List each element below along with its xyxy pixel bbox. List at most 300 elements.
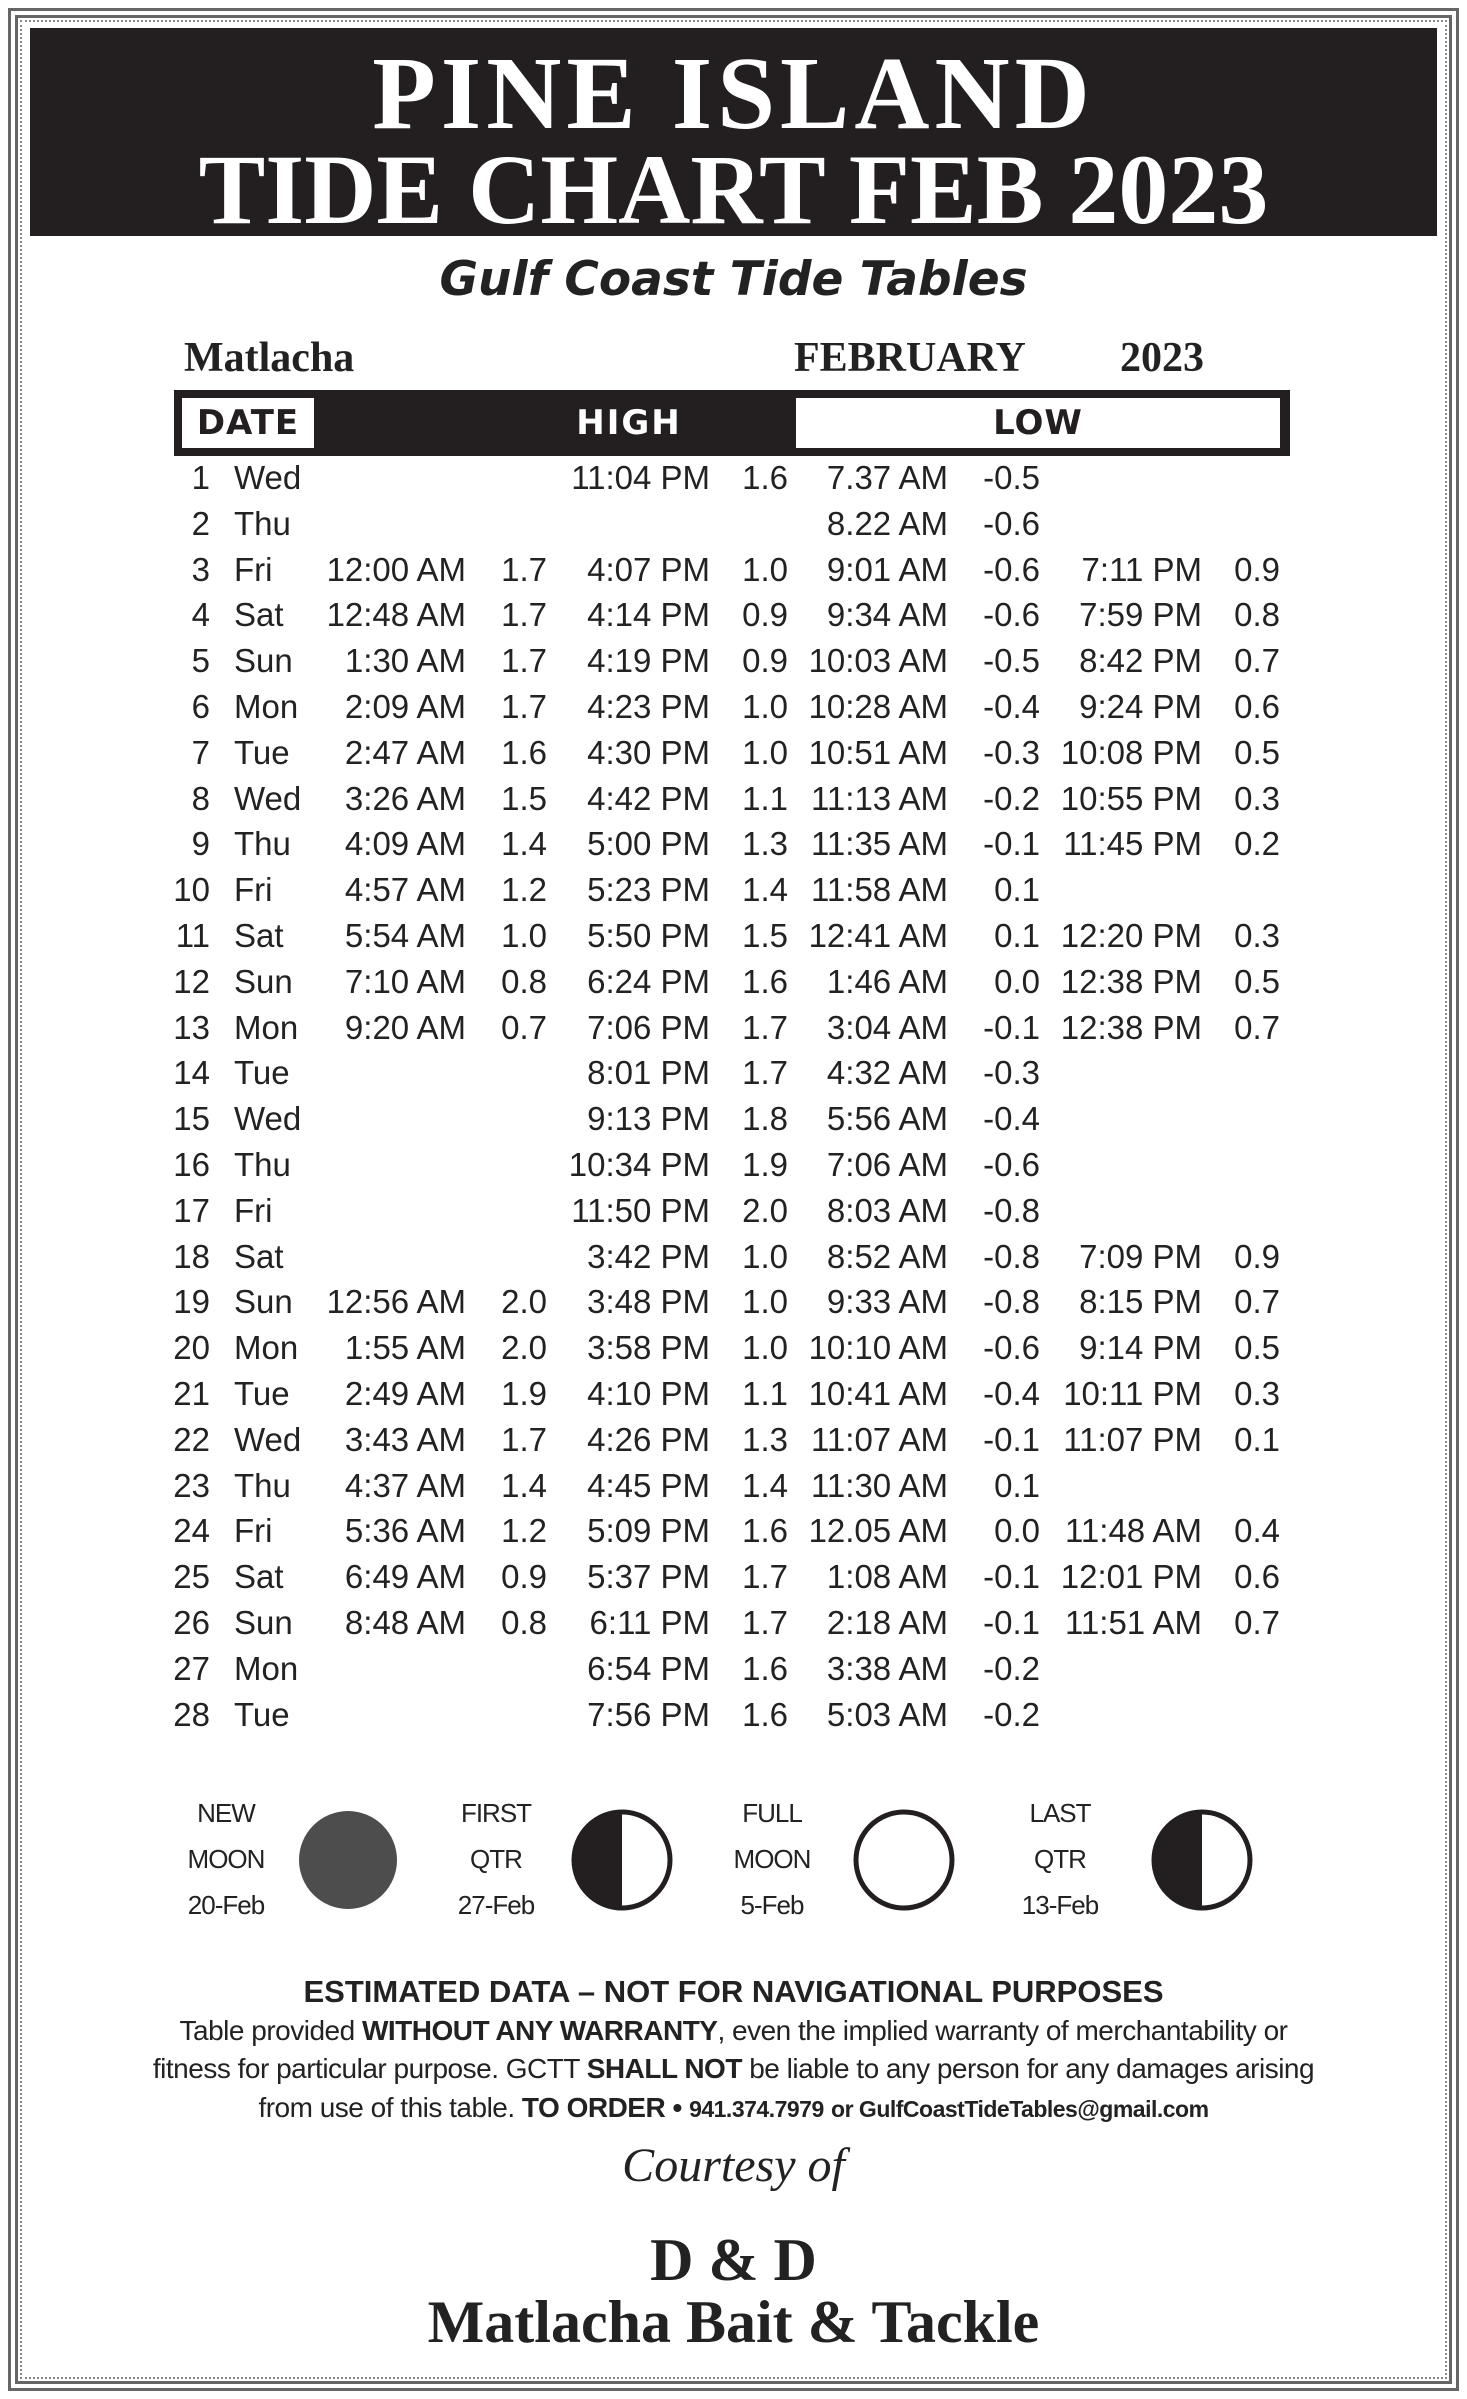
high-1-height: 1.7: [501, 687, 547, 725]
high-2-time: 5:00 PM: [587, 825, 710, 863]
low-1-height: 0.1: [994, 871, 1040, 909]
weekday: Sat: [234, 916, 284, 954]
high-2-height: 1.4: [742, 871, 788, 909]
low-2-time: 11:51 AM: [1065, 1603, 1202, 1641]
table-row: [0, 1188, 1467, 1234]
low-2-height: 0.3: [1234, 916, 1280, 954]
low-2-height: 0.4: [1234, 1512, 1280, 1550]
day-number: 5: [191, 642, 210, 680]
weekday: Sun: [234, 1603, 293, 1641]
table-row: [0, 638, 1467, 684]
high-2-height: 1.8: [742, 1100, 788, 1138]
month-name: FEBRUARY: [794, 335, 1026, 381]
high-1-height: 1.5: [501, 779, 547, 817]
table-row: [0, 1554, 1467, 1600]
order-label: TO ORDER •: [521, 2092, 682, 2123]
table-row: [0, 1371, 1467, 1417]
high-2-time: 4:23 PM: [587, 687, 710, 725]
low-2-time: 12:38 PM: [1060, 962, 1202, 1000]
low-1-time: 10:41 AM: [808, 1374, 948, 1412]
low-1-time: 5:56 AM: [826, 1100, 948, 1138]
low-2-time: 12:20 PM: [1060, 916, 1202, 954]
low-2-height: 0.5: [1234, 1329, 1280, 1367]
high-1-time: 2:49 AM: [344, 1374, 466, 1412]
high-2-time: 11:04 PM: [571, 459, 710, 496]
low-2-height: 0.9: [1234, 1237, 1280, 1275]
high-2-height: 1.0: [742, 687, 788, 725]
moon-phases: [0, 1790, 1467, 1930]
low-1-time: 12:41 AM: [808, 916, 948, 954]
high-1-height: 0.9: [501, 1558, 547, 1596]
high-1-time: 12:56 AM: [326, 1283, 466, 1321]
table-header: [174, 390, 1290, 456]
high-2-time: 4:19 PM: [587, 642, 710, 680]
low-2-time: 7:11 PM: [1081, 550, 1202, 588]
high-1-time: 12:48 AM: [326, 596, 466, 634]
table-row: [0, 501, 1467, 547]
high-2-time: 4:26 PM: [587, 1420, 710, 1458]
day-number: 21: [173, 1374, 210, 1412]
table-row: [0, 730, 1467, 776]
day-number: 14: [173, 1054, 210, 1092]
table-row: [0, 1600, 1467, 1646]
high-1-height: 0.7: [501, 1008, 547, 1046]
high-2-height: 1.7: [742, 1054, 788, 1092]
high-1-height: 0.8: [501, 1603, 547, 1641]
order-phone: 941.374.7979: [689, 2096, 824, 2122]
low-1-height: -0.2: [983, 1695, 1040, 1733]
high-2-height: 1.6: [742, 1649, 788, 1687]
table-row: [0, 1096, 1467, 1142]
high-1-height: 1.2: [501, 871, 547, 909]
high-2-time: 5:23 PM: [587, 871, 710, 909]
high-1-height: 2.0: [501, 1283, 547, 1321]
low-1-time: 11:35 AM: [811, 825, 948, 863]
low-2-time: 9:14 PM: [1079, 1329, 1202, 1367]
low-1-height: -0.6: [983, 1329, 1040, 1367]
day-number: 23: [173, 1466, 210, 1504]
disclaimer-line-2: Table provided WITHOUT ANY WARRANTY, even the implied warranty of merchantability or: [179, 2015, 1288, 2046]
moon-new-icon: [296, 1808, 400, 1912]
high-2-height: 1.7: [742, 1008, 788, 1046]
low-1-time: 10:03 AM: [808, 642, 948, 680]
sponsor-name-line-2: Matlacha Bait & Tackle: [427, 2289, 1040, 2355]
high-2-height: 1.1: [742, 779, 788, 817]
table-row: [0, 867, 1467, 913]
low-2-time: 12:01 PM: [1060, 1558, 1202, 1596]
location-name: Matlacha: [184, 335, 355, 381]
low-2-height: 0.3: [1234, 1374, 1280, 1412]
high-1-time: 12:00 AM: [326, 550, 466, 588]
low-1-time: 10:10 AM: [808, 1329, 948, 1367]
high-1-height: 1.9: [501, 1374, 547, 1412]
low-1-time: 8.22 AM: [826, 504, 948, 542]
low-1-time: 12.05 AM: [808, 1512, 948, 1550]
low-1-time: 11:30 AM: [811, 1466, 948, 1504]
weekday: Wed: [234, 1420, 302, 1458]
low-1-height: -0.4: [983, 687, 1040, 725]
high-2-height: 1.6: [742, 459, 788, 496]
high-2-time: 5:37 PM: [587, 1558, 710, 1596]
table-row: [0, 1050, 1467, 1096]
courtesy-label: Courtesy of: [622, 2139, 845, 2192]
column-header-date: DATE: [182, 398, 314, 448]
weekday: Sun: [234, 1283, 293, 1321]
low-2-height: 0.7: [1234, 1283, 1280, 1321]
day-number: 22: [173, 1420, 210, 1458]
disclaimer-heading: ESTIMATED DATA – NOT FOR NAVIGATIONAL PURPOSES: [303, 1974, 1164, 2009]
low-1-height: -0.8: [983, 1237, 1040, 1275]
weekday: Tue: [234, 1695, 290, 1733]
title-banner: [30, 28, 1437, 245]
weekday: Sat: [234, 1558, 284, 1596]
weekday: Thu: [234, 1466, 291, 1504]
table-row: [0, 1463, 1467, 1509]
low-2-height: 0.5: [1234, 962, 1280, 1000]
low-1-height: -0.1: [983, 825, 1040, 863]
moon-full-label: FULL MOON 5-Feb: [733, 1798, 811, 1920]
weekday: Mon: [234, 687, 299, 725]
weekday: Thu: [234, 504, 291, 542]
high-2-time: 7:06 PM: [587, 1008, 710, 1046]
high-2-time: 4:30 PM: [587, 733, 710, 771]
day-number: 3: [191, 550, 210, 588]
day-number: 4: [191, 596, 210, 634]
low-2-height: 0.9: [1234, 550, 1280, 588]
weekday: Fri: [234, 1191, 273, 1229]
high-2-time: 6:54 PM: [587, 1649, 710, 1687]
day-number: 15: [173, 1100, 210, 1138]
low-1-height: 0.1: [994, 1466, 1040, 1504]
high-1-height: 1.7: [501, 550, 547, 588]
weekday: Mon: [234, 1329, 299, 1367]
low-1-height: -0.5: [983, 459, 1040, 496]
high-1-time: 3:43 AM: [344, 1420, 466, 1458]
low-1-time: 8:52 AM: [826, 1237, 948, 1275]
high-2-time: 3:48 PM: [587, 1283, 710, 1321]
high-2-height: 1.9: [742, 1145, 788, 1183]
low-1-height: -0.6: [983, 1145, 1040, 1183]
day-number: 13: [173, 1008, 210, 1046]
day-number: 16: [173, 1145, 210, 1183]
low-2-time: 10:08 PM: [1060, 733, 1202, 771]
day-number: 11: [175, 916, 210, 954]
low-2-time: 10:11 PM: [1063, 1374, 1202, 1412]
low-1-height: -0.6: [983, 596, 1040, 634]
table-row: [0, 1325, 1467, 1371]
day-number: 20: [173, 1329, 210, 1367]
low-1-height: -0.1: [983, 1603, 1040, 1641]
high-2-time: 4:14 PM: [587, 596, 710, 634]
low-1-height: -0.4: [983, 1100, 1040, 1138]
high-1-time: 8:48 AM: [344, 1603, 466, 1641]
table-row: [0, 1508, 1467, 1554]
high-1-height: 1.7: [501, 1420, 547, 1458]
high-1-time: 5:36 AM: [344, 1512, 466, 1550]
weekday: Wed: [234, 1100, 302, 1138]
low-2-height: 0.1: [1234, 1420, 1280, 1458]
low-1-time: 1:08 AM: [826, 1558, 948, 1596]
high-2-time: 3:42 PM: [587, 1237, 710, 1275]
moon-first-icon: [570, 1808, 674, 1912]
low-1-height: -0.3: [983, 1054, 1040, 1092]
high-2-time: 6:24 PM: [587, 962, 710, 1000]
low-2-time: 10:55 PM: [1060, 779, 1202, 817]
high-1-height: 1.4: [501, 825, 547, 863]
low-2-height: 0.3: [1234, 779, 1280, 817]
high-2-height: 1.3: [742, 1420, 788, 1458]
column-header-high: HIGH: [576, 403, 682, 443]
high-1-time: 3:26 AM: [344, 779, 466, 817]
low-2-time: 8:42 PM: [1079, 642, 1202, 680]
day-number: 17: [173, 1191, 210, 1229]
title-line-1: PINE ISLAND: [372, 36, 1095, 151]
high-1-height: 1.7: [501, 596, 547, 634]
low-1-time: 3:04 AM: [826, 1008, 948, 1046]
low-1-time: 7.37 AM: [826, 459, 948, 496]
day-number: 6: [191, 687, 210, 725]
table-row: [0, 684, 1467, 730]
table-row: [0, 1692, 1467, 1738]
high-2-time: 4:07 PM: [587, 550, 710, 588]
high-2-height: 2.0: [742, 1191, 788, 1229]
table-row: [0, 1417, 1467, 1463]
day-number: 2: [191, 504, 210, 542]
day-number: 12: [173, 962, 210, 1000]
low-1-height: -0.1: [983, 1558, 1040, 1596]
low-1-height: -0.3: [983, 733, 1040, 771]
table-row: [0, 1142, 1467, 1188]
low-1-time: 11:58 AM: [811, 871, 948, 909]
high-1-height: 1.2: [501, 1512, 547, 1550]
low-1-time: 11:07 AM: [811, 1420, 948, 1458]
high-1-time: 4:37 AM: [344, 1466, 466, 1504]
high-2-height: 1.0: [742, 733, 788, 771]
low-1-height: -0.5: [983, 642, 1040, 680]
weekday: Tue: [234, 1054, 290, 1092]
high-2-height: 1.7: [742, 1603, 788, 1641]
weekday: Tue: [234, 1374, 290, 1412]
low-1-height: 0.1: [994, 916, 1040, 954]
table-row: [0, 547, 1467, 593]
low-2-height: 0.8: [1234, 596, 1280, 634]
low-1-time: 9:33 AM: [826, 1283, 948, 1321]
year: 2023: [1120, 335, 1204, 381]
high-1-height: 0.8: [501, 962, 547, 1000]
moon-first-label: FIRST QTR 27-Feb: [457, 1798, 535, 1920]
high-2-height: 1.7: [742, 1558, 788, 1596]
table-row: [0, 821, 1467, 867]
low-2-time: 8:15 PM: [1079, 1283, 1202, 1321]
weekday: Sat: [234, 596, 284, 634]
weekday: Wed: [234, 459, 302, 496]
low-2-height: 0.2: [1234, 825, 1280, 863]
high-2-height: 1.4: [742, 1466, 788, 1504]
table-row: [0, 959, 1467, 1005]
disclaimer-line-3: fitness for particular purpose. GCTT SHALL NOT be liable to any person for any damages arising: [152, 2053, 1315, 2084]
low-2-time: 12:38 PM: [1060, 1008, 1202, 1046]
low-2-height: 0.7: [1234, 1008, 1280, 1046]
weekday: Sat: [234, 1237, 284, 1275]
high-2-time: 4:10 PM: [587, 1374, 710, 1412]
low-1-time: 11:13 AM: [811, 779, 948, 817]
low-2-height: 0.6: [1234, 687, 1280, 725]
low-2-time: 7:09 PM: [1079, 1237, 1202, 1275]
high-2-time: 9:13 PM: [587, 1100, 710, 1138]
low-1-time: 8:03 AM: [826, 1191, 948, 1229]
low-2-time: 11:45 PM: [1063, 825, 1202, 863]
moon-last-icon: [1150, 1808, 1254, 1912]
high-2-height: 1.6: [742, 1695, 788, 1733]
high-2-time: 8:01 PM: [587, 1054, 710, 1092]
low-1-time: 9:01 AM: [826, 550, 948, 588]
low-2-time: 11:07 PM: [1063, 1420, 1202, 1458]
low-1-height: 0.0: [994, 1512, 1040, 1550]
high-1-time: 5:54 AM: [344, 916, 466, 954]
weekday: Mon: [234, 1649, 299, 1687]
high-2-height: 1.5: [742, 916, 788, 954]
low-1-height: -0.2: [983, 779, 1040, 817]
day-number: 8: [191, 779, 210, 817]
high-2-height: 1.0: [742, 1283, 788, 1321]
table-row: [0, 776, 1467, 822]
weekday: Fri: [234, 550, 273, 588]
weekday: Fri: [234, 871, 273, 909]
low-1-height: -0.1: [983, 1008, 1040, 1046]
weekday: Wed: [234, 779, 302, 817]
low-2-height: 0.5: [1234, 733, 1280, 771]
weekday: Tue: [234, 733, 290, 771]
table-row: [0, 1234, 1467, 1280]
low-1-time: 10:28 AM: [808, 687, 948, 725]
high-2-time: 7:56 PM: [587, 1695, 710, 1733]
day-number: 28: [173, 1695, 210, 1733]
low-1-height: -0.4: [983, 1374, 1040, 1412]
high-2-height: 1.0: [742, 550, 788, 588]
disclaimer: [0, 1972, 1467, 2129]
high-2-time: 5:50 PM: [587, 916, 710, 954]
low-1-height: -0.6: [983, 504, 1040, 542]
moon-new-label: NEW MOON 20-Feb: [187, 1798, 265, 1920]
weekday: Mon: [234, 1008, 299, 1046]
high-1-time: 2:47 AM: [344, 733, 466, 771]
high-2-height: 1.0: [742, 1237, 788, 1275]
high-2-height: 1.6: [742, 962, 788, 1000]
low-1-time: 3:38 AM: [826, 1649, 948, 1687]
weekday: Thu: [234, 1145, 291, 1183]
low-1-time: 10:51 AM: [808, 733, 948, 771]
high-1-time: 4:09 AM: [344, 825, 466, 863]
high-1-time: 9:20 AM: [344, 1008, 466, 1046]
table-row: [0, 592, 1467, 638]
weekday: Sun: [234, 642, 293, 680]
low-1-time: 1:46 AM: [826, 962, 948, 1000]
table-row: [0, 913, 1467, 959]
high-2-time: 4:42 PM: [587, 779, 710, 817]
low-1-height: 0.0: [994, 962, 1040, 1000]
table-row: [0, 1005, 1467, 1051]
column-header-low: LOW: [796, 398, 1280, 448]
high-1-height: 1.6: [501, 733, 547, 771]
moon-last-label: LAST QTR 13-Feb: [1021, 1798, 1099, 1920]
sponsor-name-line-1: D & D: [650, 2227, 817, 2293]
day-number: 7: [191, 733, 210, 771]
high-2-height: 0.9: [742, 596, 788, 634]
high-1-height: 1.4: [501, 1466, 547, 1504]
low-2-time: 9:24 PM: [1079, 687, 1202, 725]
high-2-time: 11:50 PM: [571, 1191, 710, 1229]
day-number: 26: [173, 1603, 210, 1641]
low-1-height: -0.1: [983, 1420, 1040, 1458]
low-1-time: 7:06 AM: [826, 1145, 948, 1183]
high-2-height: 1.6: [742, 1512, 788, 1550]
moon-full-icon: [852, 1808, 956, 1912]
day-number: 1: [191, 459, 210, 496]
day-number: 10: [173, 871, 210, 909]
high-2-height: 0.9: [742, 642, 788, 680]
low-1-height: -0.8: [983, 1283, 1040, 1321]
day-number: 19: [173, 1283, 210, 1321]
high-2-time: 4:45 PM: [587, 1466, 710, 1504]
low-1-time: 5:03 AM: [826, 1695, 948, 1733]
high-2-time: 6:11 PM: [589, 1603, 710, 1641]
low-1-time: 2:18 AM: [826, 1603, 948, 1641]
high-2-time: 5:09 PM: [587, 1512, 710, 1550]
low-1-time: 9:34 AM: [826, 596, 948, 634]
high-2-height: 1.0: [742, 1329, 788, 1367]
day-number: 27: [173, 1649, 210, 1687]
weekday: Thu: [234, 825, 291, 863]
high-1-time: 1:30 AM: [344, 642, 466, 680]
weekday: Sun: [234, 962, 293, 1000]
high-1-height: 1.0: [501, 916, 547, 954]
high-1-time: 2:09 AM: [344, 687, 466, 725]
disclaimer-line-4: from use of this table. TO ORDER • 941.374.7979 or GulfCoastTideTables@gmail.com: [258, 2092, 1209, 2123]
high-1-height: 2.0: [501, 1329, 547, 1367]
tide-table: [0, 455, 1467, 1737]
low-2-time: 7:59 PM: [1079, 596, 1202, 634]
low-2-height: 0.6: [1234, 1558, 1280, 1596]
day-number: 9: [191, 825, 210, 863]
order-email: or GulfCoastTideTables@gmail.com: [831, 2096, 1209, 2122]
table-row: [0, 1279, 1467, 1325]
high-2-time: 3:58 PM: [587, 1329, 710, 1367]
subtitle: Gulf Coast Tide Tables: [439, 252, 1028, 307]
high-1-time: 7:10 AM: [344, 962, 466, 1000]
low-1-height: -0.8: [983, 1191, 1040, 1229]
high-1-time: 1:55 AM: [344, 1329, 466, 1367]
high-1-time: 6:49 AM: [344, 1558, 466, 1596]
low-2-height: 0.7: [1234, 1603, 1280, 1641]
high-1-height: 1.7: [501, 642, 547, 680]
table-caption: [184, 334, 1284, 384]
table-row: [0, 455, 1467, 501]
high-2-height: 1.3: [742, 825, 788, 863]
low-1-time: 4:32 AM: [826, 1054, 948, 1092]
low-2-time: 11:48 AM: [1065, 1512, 1202, 1550]
high-2-height: 1.1: [742, 1374, 788, 1412]
title-line-2: TIDE CHART FEB 2023: [198, 134, 1269, 245]
day-number: 25: [173, 1558, 210, 1596]
day-number: 18: [173, 1237, 210, 1275]
weekday: Fri: [234, 1512, 273, 1550]
table-row: [0, 1646, 1467, 1692]
low-2-height: 0.7: [1234, 642, 1280, 680]
low-1-height: -0.6: [983, 550, 1040, 588]
high-1-time: 4:57 AM: [344, 871, 466, 909]
day-number: 24: [173, 1512, 210, 1550]
high-2-time: 10:34 PM: [568, 1145, 710, 1183]
